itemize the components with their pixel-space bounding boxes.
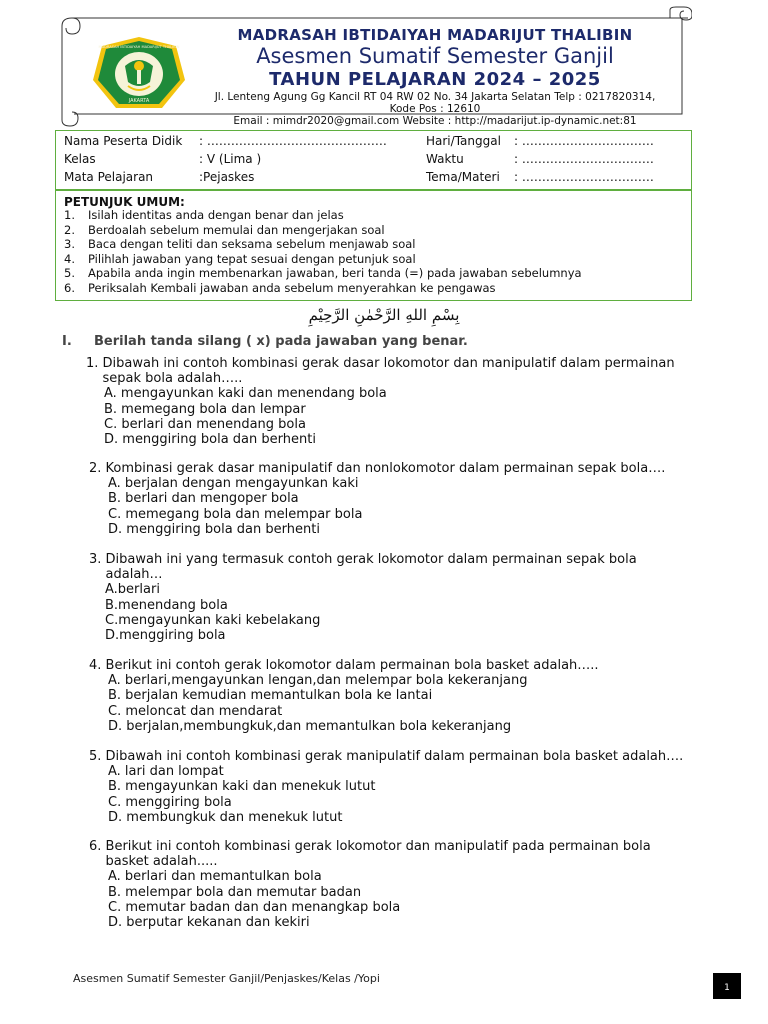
answer-option[interactable]: B.menendang bola [105,597,228,613]
instruction-text: Periksalah Kembali jawaban anda sebelum menyerahkan ke pengawas [88,280,496,295]
postal-code: Kode Pos : 12610 [389,103,481,115]
page-number: 1 [713,973,741,999]
instruction-number: 3. [64,237,75,251]
answer-option[interactable]: C.mengayunkan kaki kebelakang [105,612,321,628]
answer-option[interactable]: C. memutar badan dan dan menangkap bola [108,899,401,915]
day-label: Hari/Tanggal [426,134,501,148]
instruction-text: Berdoalah sebelum memulai dan mengerjakan soal [88,222,385,237]
instruction-text: Pilihlah jawaban yang tepat sesuai dengan petunjuk soal [88,251,416,266]
question-1 [0,356,768,447]
section-heading [62,334,468,349]
answer-option[interactable]: B. berjalan kemudian memantulkan bola ke lantai [108,688,433,704]
answer-option[interactable]: D. membungkuk dan menekuk lutut [108,809,343,825]
question-text: 3. Dibawah ini yang termasuk contoh gerak lokomotor dalam permainan sepak bola [89,552,637,567]
instructions-title: PETUNJUK UMUM: [64,195,185,209]
exam-title: Asesmen Sumatif Semester Ganjil [256,44,614,68]
name-label: Nama Peserta Didik [64,134,183,148]
answer-option[interactable]: D.menggiring bola [105,628,226,644]
answer-option[interactable]: D. menggiring bola dan berhenti [104,432,316,448]
general-instructions-box [55,190,692,301]
answer-option[interactable]: C. meloncat dan mendarat [108,703,283,719]
time-field[interactable]: : …………………………… [514,152,654,166]
answer-option[interactable]: A. lari dan lompat [108,764,224,780]
instruction-number: 1. [64,208,75,222]
question-text: 4. Berikut ini contoh gerak lokomotor dalam permainan bola basket adalah….. [89,658,599,673]
instruction-item [64,223,582,238]
academic-year: TAHUN PELAJARAN 2024 – 2025 [269,69,601,90]
day-field[interactable]: : …………………………… [514,134,654,148]
instructions-list [64,208,582,295]
instruction-number: 6. [64,280,75,295]
answer-option[interactable]: A. mengayunkan kaki dan menendang bola [104,386,387,402]
question-3 [0,552,768,643]
question-4 [0,658,768,734]
instruction-number: 4. [64,251,75,266]
school-address [190,91,680,127]
school-logo [92,36,186,110]
contact-line: Email : mimdr2020@gmail.com Website : http://madarijut.ip-dynamic.net:81 [233,115,637,127]
section-title: Berilah tanda silang ( x) pada jawaban yang benar. [94,334,468,349]
answer-option[interactable]: C. memegang bola dan melempar bola [108,506,363,522]
question-text: sepak bola adalah….. [86,371,243,387]
instruction-item [64,266,582,281]
instruction-text: Isilah identitas anda dengan benar dan jelas [88,208,344,222]
logo-text-top: MADRASAH IBTIDAIYAH MADARIJUT THALIBIN [98,45,180,49]
class-label: Kelas [64,152,96,166]
basmala: بِسْمِ اللهِ الرَّحْمٰنِ الرَّحِيْمِ [308,306,460,324]
instruction-item [64,281,582,296]
answer-option[interactable]: C. berlari dan menendang bola [104,416,306,432]
instruction-number: 5. [64,266,75,280]
page-footer: Asesmen Sumatif Semester Ganjil/Penjaskes/Kelas /Yopi [73,972,380,985]
answer-option[interactable]: A. berjalan dengan mengayunkan kaki [108,476,359,492]
subject-value: :Pejaskes [199,170,255,184]
subject-label: Mata Pelajaran [64,170,154,184]
answer-option[interactable]: A.berlari [105,582,160,598]
answer-option[interactable]: B. memegang bola dan lempar [104,401,306,417]
student-identity-box [55,130,692,190]
answer-option[interactable]: D. menggiring bola dan berhenti [108,521,320,537]
question-2 [0,461,768,537]
question-text: basket adalah..... [89,854,218,870]
instruction-item [64,237,582,252]
question-text: 1. Dibawah ini contoh kombinasi gerak dasar lokomotor dan manipulatif dalam permainan [86,356,675,371]
question-text: 2. Kombinasi gerak dasar manipulatif dan nonlokomotor dalam permainan sepak bola…. [89,461,666,476]
address-line: Jl. Lenteng Agung Gg Kancil RT 04 RW 02 No. 34 Jakarta Selatan Telp : 0217820314, [214,91,656,103]
answer-option[interactable]: D. berjalan,membungkuk,dan memantulkan bola kekeranjang [108,718,512,734]
answer-option[interactable]: D. berputar kekanan dan kekiri [108,915,310,931]
instruction-text: Apabila anda ingin membenarkan jawaban, beri tanda (=) pada jawaban sebelumnya [88,266,582,280]
class-value: : V (Lima ) [199,152,262,166]
instruction-text: Baca dengan teliti dan seksama sebelum menjawab soal [88,237,416,251]
theme-field[interactable]: : …………………………… [514,170,654,184]
name-field[interactable]: : ……………………………………… [199,134,387,148]
instruction-item [64,208,582,223]
question-text: 6. Berikut ini contoh kombinasi gerak lokomotor dan manipulatif pada permainan bola [89,839,651,854]
theme-label: Tema/Materi [426,170,500,184]
instruction-item [64,252,582,267]
answer-option[interactable]: B. melempar bola dan memutar badan [108,884,362,900]
instruction-number: 2. [64,222,75,237]
question-text: 5. Dibawah ini contoh kombinasi gerak manipulatif dalam permainan bola basket adalah…. [89,749,684,764]
question-text: adalah… [89,567,163,583]
answer-option[interactable]: A. berlari,mengayunkan lengan,dan melempar bola kekeranjang [108,673,528,689]
school-name: MADRASAH IBTIDAIYAH MADARIJUT THALIBIN [237,26,633,44]
question-5 [0,749,768,825]
answer-option[interactable]: B. berlari dan mengoper bola [108,491,299,507]
answer-option[interactable]: B. mengayunkan kaki dan menekuk lutut [108,779,376,795]
answer-option[interactable]: A. berlari dan memantulkan bola [108,869,322,885]
time-label: Waktu [426,152,464,166]
answer-option[interactable]: C. menggiring bola [108,794,232,810]
logo-text: JAKARTA [128,98,150,104]
question-6 [0,839,768,930]
section-number: I. [62,334,72,349]
